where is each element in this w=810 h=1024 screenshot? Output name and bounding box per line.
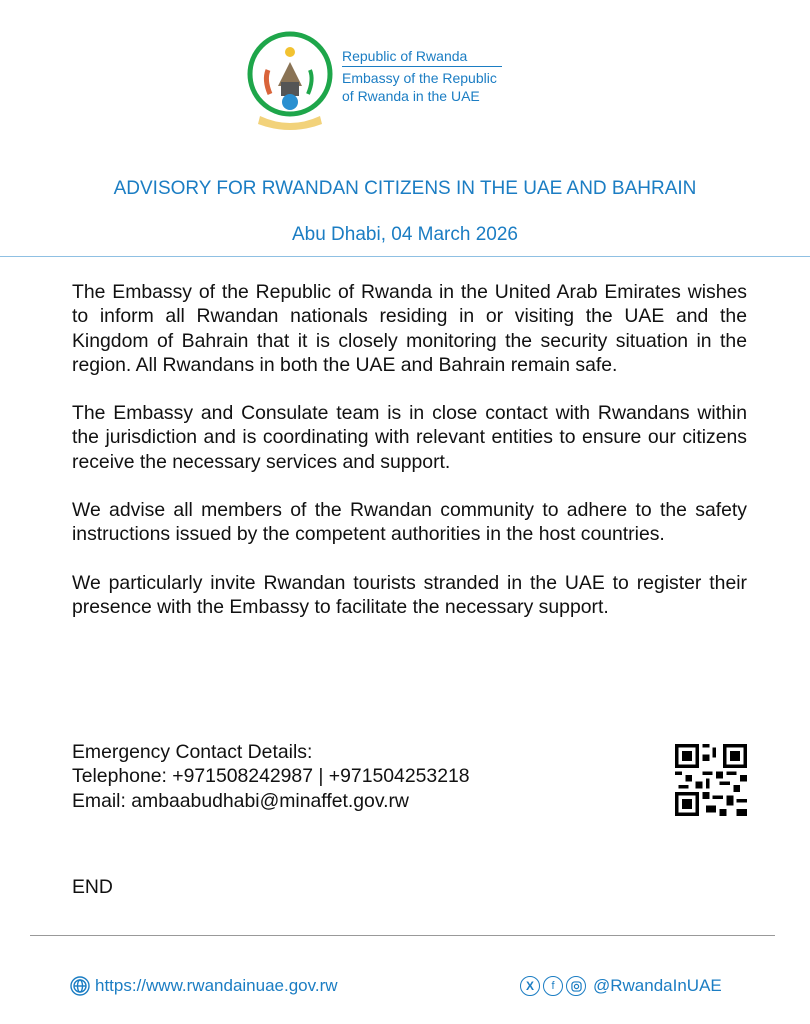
contact-email: Email: ambaabudhabi@minaffet.gov.rw [72, 789, 409, 812]
advisory-date: Abu Dhabi, 04 March 2026 [291, 224, 519, 245]
website-link[interactable] [70, 976, 338, 996]
header-republic: Republic of Rwanda [342, 47, 502, 67]
instagram-icon[interactable] [566, 976, 586, 996]
rwanda-coat-of-arms-seal [246, 30, 334, 130]
advisory-title: ADVISORY FOR RWANDAN CITIZENS IN THE UAE AND BAHRAIN [113, 178, 697, 199]
paragraph: We particularly invite Rwandan tourists stranded in the UAE to register their presence with the Embassy to facilitate the necessary support. [72, 571, 747, 618]
embassy-header [342, 47, 502, 105]
header-embassy-line1: Embassy of the Republic [342, 70, 497, 86]
social-links [520, 976, 722, 996]
facebook-icon[interactable]: f [543, 976, 563, 996]
paragraph: The Embassy of the Republic of Rwanda in the United Arab Emirates wishes to inform all Rwandan nationals residing in or visiting the UAE and the Kingdom of Bahrain that it is closely monitoring the security situation in the region. All Rwandans in both the UAE and Bahrain remain safe. [72, 281, 747, 376]
footer-divider [30, 935, 775, 936]
x-icon[interactable]: X [520, 976, 540, 996]
end-marker: END [72, 876, 113, 898]
paragraph: We advise all members of the Rwandan community to adhere to the safety instructions issued by the competent authorities in the host countries. [72, 499, 747, 546]
header-embassy-line2: of Rwanda in the UAE [342, 88, 480, 104]
contact-heading: Emergency Contact Details: [72, 741, 313, 763]
website-url[interactable]: https://www.rwandainuae.gov.rw [95, 976, 338, 995]
divider [0, 256, 810, 257]
emergency-contact [72, 740, 470, 813]
social-handle[interactable]: @RwandaInUAE [593, 976, 722, 995]
advisory-body [72, 280, 747, 643]
globe-icon [70, 976, 90, 996]
contact-telephone: Telephone: +971508242987 | +971504253218 [72, 765, 470, 788]
paragraph: The Embassy and Consulate team is in close contact with Rwandans within the jurisdiction and is coordinating with relevant entities to ensure our citizens receive the necessary services and support. [72, 402, 747, 473]
qr-code [675, 744, 747, 816]
